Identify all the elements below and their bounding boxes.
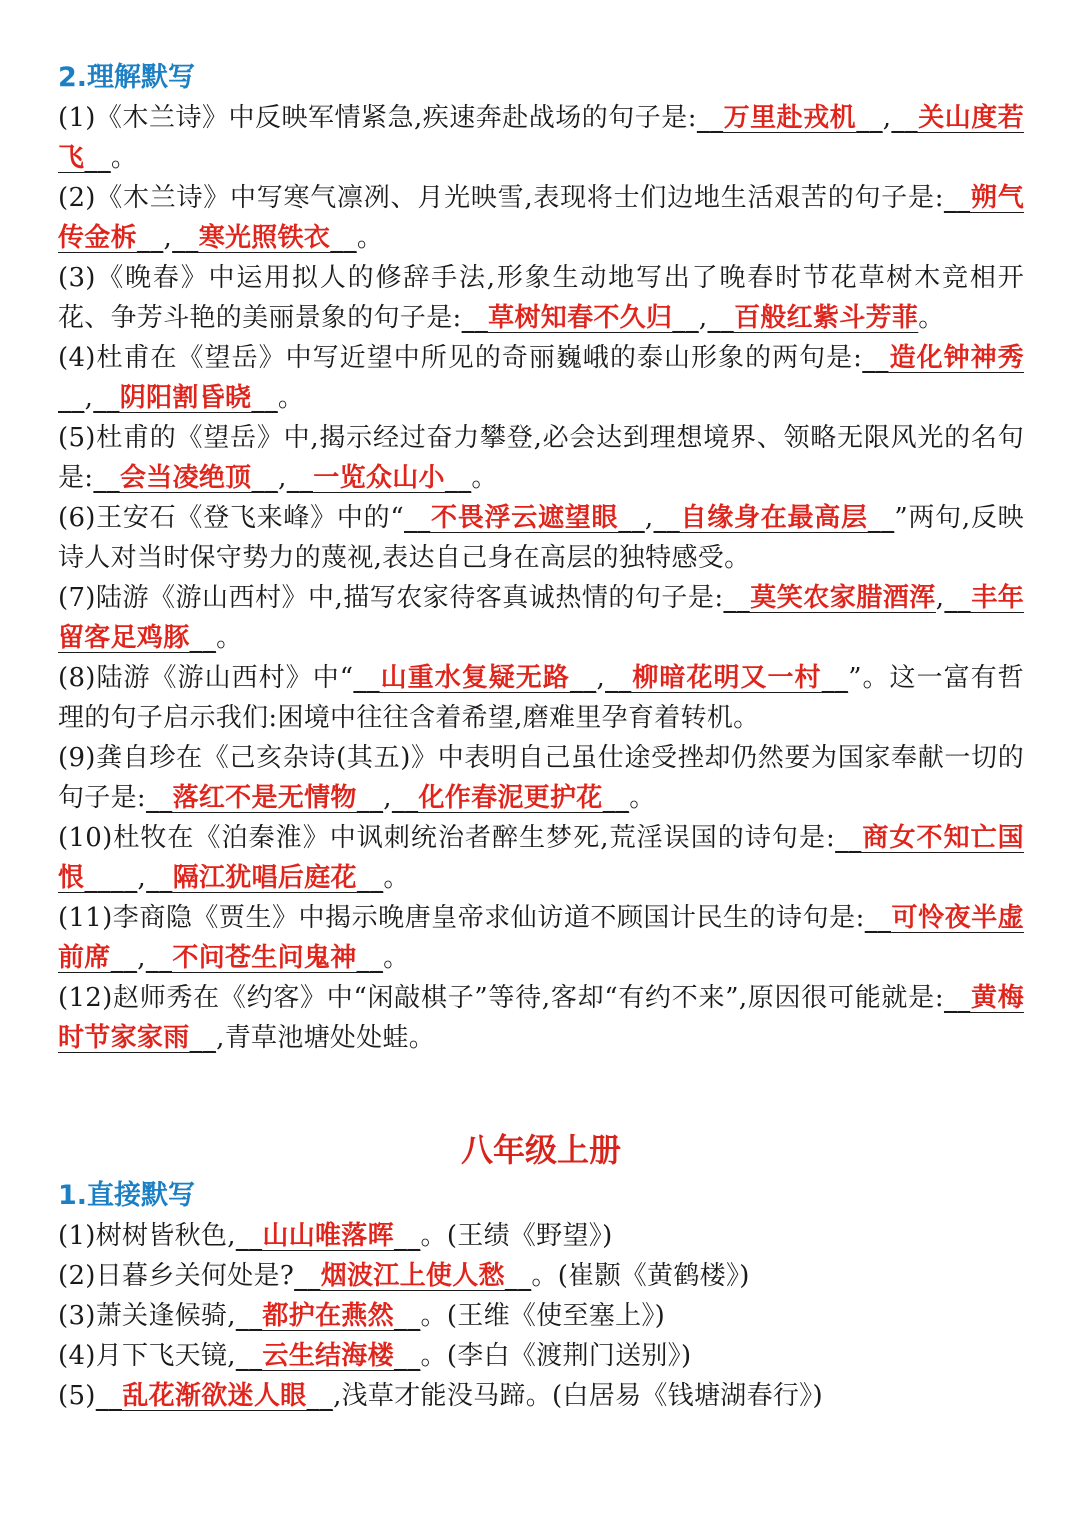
blank-underline-left: __: [353, 663, 380, 693]
answer-text: 山山唯落晖: [262, 1221, 394, 1251]
question-text: 。(王绩《野望》): [420, 1221, 613, 1251]
answer-blank: [236, 1221, 421, 1251]
question-text: 。: [110, 143, 138, 173]
blank-underline-left: __: [944, 583, 971, 613]
blank-underline-left: __: [145, 783, 173, 813]
blank-underline-right: __: [393, 1221, 421, 1251]
question-item: [58, 1376, 1024, 1416]
question-text: ,青草池塘处处蛙。: [216, 1023, 436, 1053]
section-spacer: [58, 1058, 1024, 1126]
question-item: [58, 1256, 1024, 1296]
blank-underline-right: __: [251, 383, 278, 413]
answer-blank: [93, 383, 278, 413]
question-text: (4)月下飞天镜,: [58, 1341, 236, 1371]
blank-underline-right: __: [569, 663, 597, 693]
question-text: 。: [383, 863, 410, 893]
question-text: 。: [216, 623, 243, 653]
question-item: [58, 1216, 1024, 1256]
question-text: (8)陆游《游山西村》中“: [58, 663, 354, 693]
blank-underline-right: __: [618, 503, 645, 533]
blank-underline-right: __: [110, 943, 138, 973]
blank-underline-right: __: [356, 783, 384, 813]
answer-text: 柳暗花明又一村: [631, 663, 822, 693]
question-text: (12)赵师秀在《约客》中“闲敲棋子”等待,客却“有约不来”,原因很可能就是:: [58, 983, 944, 1013]
question-text: ,: [698, 303, 708, 333]
answer-text: 不问苍生问鬼神: [172, 943, 357, 973]
answer-text: 关山度若飞: [58, 103, 1024, 173]
answer-blank: [96, 1381, 333, 1411]
answer-text: 化作春泥更护花: [418, 783, 603, 813]
question-item: [58, 418, 1024, 498]
blank-underline-left: __: [235, 1301, 263, 1331]
blank-underline-left: __: [93, 463, 120, 493]
answer-blank: [605, 663, 848, 693]
question-text: ,: [935, 583, 945, 613]
answer-blank: [287, 463, 472, 493]
question-text: ”两句,反映诗人对当时保守势力的蔑视,表达自己身在高层的独特感受。: [58, 503, 1024, 573]
answer-text: 莫笑农家腊酒浑: [750, 583, 936, 613]
blank-underline-left: __: [461, 303, 489, 333]
question-text: ,: [596, 663, 606, 693]
answer-text: 黄梅时节家家雨: [58, 983, 1024, 1053]
question-text: ,: [137, 943, 146, 973]
answer-text: 乱花渐欲迷人眼: [122, 1381, 307, 1411]
blank-underline-left: __: [235, 1341, 263, 1371]
blank-underline-left: __: [943, 183, 971, 213]
question-text: ,浅草才能没马蹄。(白居易《钱塘湖春行》): [333, 1381, 823, 1411]
question-text: (6)王安石《登飞来峰》中的“: [58, 503, 404, 533]
answer-text: 可怜夜半虚前席: [58, 903, 1024, 973]
blank-underline-left: __: [943, 983, 971, 1013]
question-text: (3)《晚春》中运用拟人的修辞手法,形象生动地写出了晚春时节花草树木竞相开花、争芳斗艳的美丽景象的句子是:: [58, 263, 1024, 333]
blank-underline-right: __: [356, 943, 384, 973]
blank-underline-right: __: [821, 663, 849, 693]
question-text: (5)杜甫的《望岳》中,揭示经过奋力攀登,必会达到理想境界、领略无限风光的名句是:: [58, 423, 1024, 493]
answer-blank: [236, 1341, 421, 1371]
question-item: [58, 818, 1024, 898]
question-text: 。(崔颢《黄鹤楼》): [531, 1261, 750, 1291]
answer-text: 商女不知亡国恨: [58, 823, 1024, 893]
blank-underline-right: __: [444, 463, 472, 493]
blank-underline-right: __: [504, 1261, 532, 1291]
question-text: (7)陆游《游山西村》中,描写农家待客真诚热情的句子是:: [58, 583, 724, 613]
answer-text: 都护在燕然: [262, 1301, 394, 1331]
answer-blank: [697, 103, 883, 133]
grade-title: 八年级上册: [460, 1131, 621, 1169]
question-item: [58, 898, 1024, 978]
answer-blank: [146, 863, 383, 893]
blank-underline-right: ____: [84, 863, 138, 893]
blank-underline-right: __: [189, 623, 217, 653]
blank-underline-right: __: [867, 503, 895, 533]
question-text: 。: [277, 383, 305, 413]
answer-text: 自缘身在最高层: [680, 503, 868, 533]
answer-text: 寒光照铁衣: [198, 223, 331, 253]
answer-text: 草树知春不久归: [488, 303, 673, 333]
question-text: (3)萧关逢候骑,: [58, 1301, 236, 1331]
answer-text: 不畏浮云遮望眼: [430, 503, 619, 533]
question-item: [58, 98, 1024, 178]
answer-blank: [653, 503, 894, 533]
question-text: (4)杜甫在《望岳》中写近望中所见的奇丽巍峨的泰山形象的两句是:: [58, 343, 863, 373]
blank-underline-right: __: [136, 223, 164, 253]
answer-text: 烟波江上使人愁: [320, 1261, 505, 1291]
answer-text: 隔江犹唱后庭花: [172, 863, 357, 893]
answer-blank: [707, 303, 918, 333]
question-text: 。: [383, 943, 410, 973]
question-text: 。: [356, 223, 384, 253]
blank-underline-right: __: [58, 383, 85, 413]
question-text: (10)杜牧在《泊秦淮》中讽刺统治者醉生梦死,荒淫误国的诗句是:: [58, 823, 836, 853]
blank-underline-left: __: [146, 863, 173, 893]
answer-blank: [404, 503, 645, 533]
question-text: 。(王维《使至塞上》): [420, 1301, 666, 1331]
answer-blank: [462, 303, 699, 333]
blank-underline-right: __: [189, 1023, 217, 1053]
direct-questions-list: [58, 1216, 1024, 1416]
question-text: (11)李商隐《贾生》中揭示晚唐皇帝求仙访道不顾国计民生的诗句是:: [58, 903, 865, 933]
question-text: (1)树树皆秋色,: [58, 1221, 236, 1251]
question-item: [58, 178, 1024, 258]
question-item: [58, 578, 1024, 658]
question-text: ,: [644, 503, 654, 533]
understanding-questions-list: [58, 98, 1024, 1058]
question-text: ,: [84, 383, 94, 413]
blank-underline-left: __: [404, 503, 431, 533]
blank-underline-right: __: [84, 143, 111, 173]
blank-underline-left: __: [286, 463, 314, 493]
blank-underline-left: __: [93, 383, 120, 413]
question-text: (2)日暮乡关何处是?: [58, 1261, 295, 1291]
answer-text: 万里赴戎机: [723, 103, 857, 133]
answer-text: 落红不是无情物: [172, 783, 357, 813]
blank-underline-left: __: [723, 583, 751, 613]
answer-blank: [93, 463, 278, 493]
question-text: 。: [918, 303, 945, 333]
question-text: ”。这一富有哲理的句子启示我们:困境中往往含着希望,磨难里孕育着转机。: [58, 663, 1024, 733]
answer-blank: [146, 943, 383, 973]
question-item: [58, 658, 1024, 738]
question-text: (9)龚自珍在《己亥杂诗(其五)》中表明自己虽仕途受挫却仍然要为国家奉献一切的句子是:: [58, 743, 1024, 813]
question-text: ,: [882, 103, 892, 133]
answer-blank: [353, 663, 596, 693]
blank-underline-left: __: [391, 783, 419, 813]
question-text: 。: [471, 463, 498, 493]
blank-underline-left: __: [707, 303, 735, 333]
answer-text: 造化钟神秀: [888, 343, 1024, 373]
blank-underline-right: __: [856, 103, 883, 133]
question-text: (1)《木兰诗》中反映军情紧急,疾速奔赴战场的句子是:: [58, 103, 697, 133]
answer-blank: [294, 1261, 531, 1291]
answer-blank: [723, 583, 935, 613]
question-text: (2)《木兰诗》中写寒气凛冽、月光映雪,表现将士们边地生活艰苦的句子是:: [58, 183, 944, 213]
blank-underline-right: __: [672, 303, 699, 333]
answer-text: 阴阳割昏晓: [119, 383, 252, 413]
blank-underline-left: __: [145, 943, 173, 973]
blank-underline-right: __: [356, 863, 384, 893]
question-item: [58, 1336, 1024, 1376]
section-heading-understanding: 2.理解默写: [58, 62, 196, 93]
question-item: [58, 1296, 1024, 1336]
blank-underline-right: __: [330, 223, 357, 253]
answer-text: 云生结海楼: [262, 1341, 394, 1371]
answer-blank: [146, 783, 383, 813]
question-item: [58, 738, 1024, 818]
answer-text: 百般红紫斗芳菲: [734, 303, 919, 333]
answer-text: 丰年留客足鸡豚: [58, 583, 1024, 653]
blank-underline-right: __: [393, 1341, 421, 1371]
blank-underline-left: __: [95, 1381, 123, 1411]
blank-underline-left: __: [605, 663, 632, 693]
question-text: (5): [58, 1381, 96, 1411]
answer-text: 会当凌绝顶: [119, 463, 252, 493]
blank-underline-left: __: [891, 103, 918, 133]
question-item: [58, 498, 1024, 578]
blank-underline-left: __: [862, 343, 889, 373]
blank-underline-left: __: [235, 1221, 263, 1251]
blank-underline-left: __: [294, 1261, 321, 1291]
blank-underline-left: __: [835, 823, 862, 853]
answer-text: 一览众山小: [313, 463, 445, 493]
question-text: ,: [383, 783, 392, 813]
answer-text: 朔气传金柝: [58, 183, 1024, 253]
answer-blank: [236, 1301, 421, 1331]
blank-underline-right: __: [251, 463, 279, 493]
question-text: ,: [137, 863, 147, 893]
question-item: [58, 338, 1024, 418]
blank-underline-left: __: [653, 503, 681, 533]
blank-underline-right: __: [393, 1301, 421, 1331]
question-text: 。(李白《渡荆门送别》): [420, 1341, 692, 1371]
question-text: ,: [163, 223, 173, 253]
blank-underline-left: __: [172, 223, 199, 253]
answer-blank: [172, 223, 357, 253]
blank-underline-left: __: [696, 103, 724, 133]
question-item: [58, 978, 1024, 1058]
blank-underline-right: __: [306, 1381, 334, 1411]
section-heading-direct: 1.直接默写: [58, 1180, 196, 1211]
blank-underline-left: __: [864, 903, 892, 933]
question-text: 。: [629, 783, 656, 813]
question-item: [58, 258, 1024, 338]
answer-blank: [392, 783, 629, 813]
blank-underline-right: __: [602, 783, 630, 813]
question-text: ,: [278, 463, 287, 493]
answer-text: 山重水复疑无路: [379, 663, 570, 693]
